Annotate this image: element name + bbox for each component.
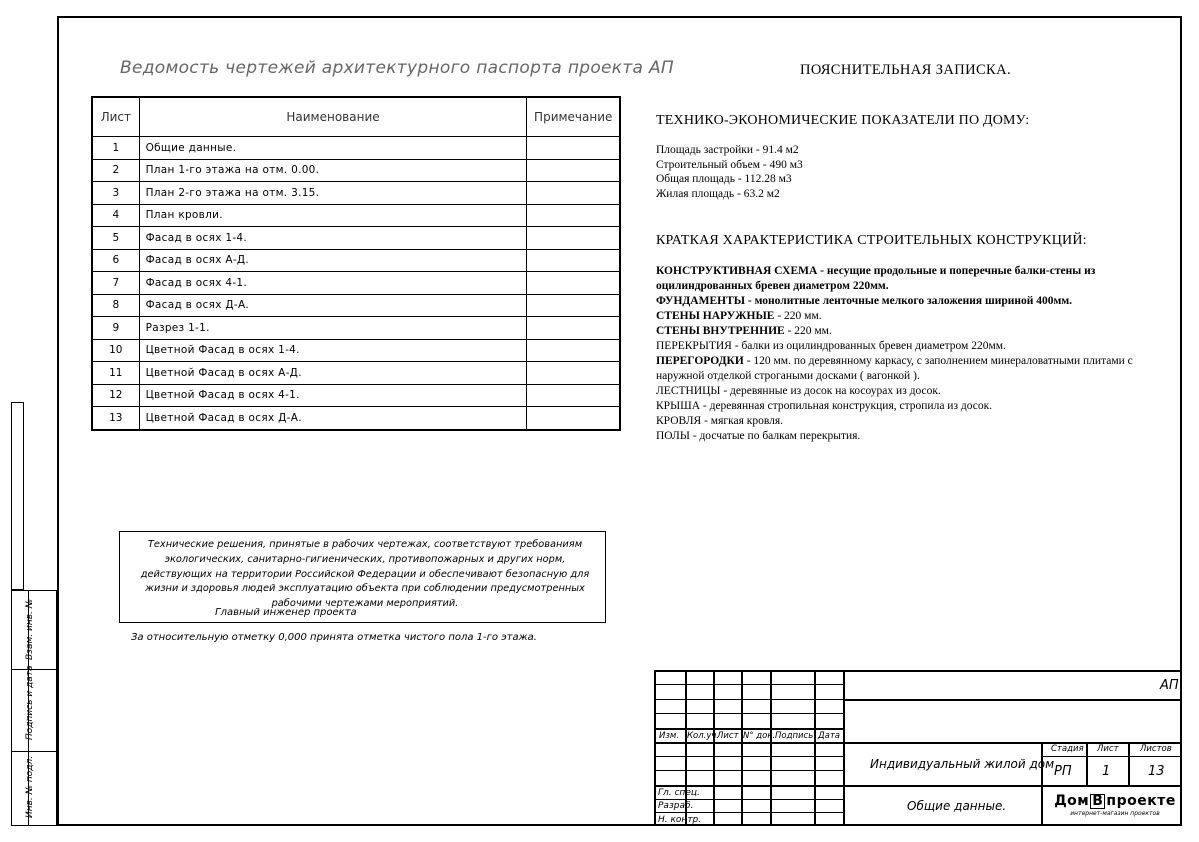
table-row [92,249,620,272]
spec-key: СТЕНЫ НАРУЖНЫЕ [656,310,775,322]
sheet-note [527,317,620,340]
sheet-name: Фасад в осях 1-4. [139,227,527,250]
spec-text: - деревянные из досок на косоурах из досок. [720,385,941,397]
logo-subtitle: интернет-магазин проектов [1070,810,1160,817]
sheet-number: 4 [92,204,139,227]
rev-header: Подпись [775,731,814,741]
side-label-inventory: Инв. № подл. [25,755,35,818]
sheet-note [527,294,620,317]
spec-list [656,264,1176,444]
spec-key: ПЕРЕКРЫТИЯ [656,340,732,352]
table-row [92,182,620,205]
spec-item [656,399,1176,414]
table-header-row [92,97,620,137]
sheet-number: 13 [92,407,139,430]
sheet-name: Фасад в осях А-Д. [139,249,527,272]
sheet-number: 12 [92,384,139,407]
sheet-note [527,249,620,272]
sheet-number: 7 [92,272,139,295]
sheet-name: Общие данные. [139,137,527,160]
sheet-name: Цветной Фасад в осях 1-4. [139,339,527,362]
spec-item [656,264,1176,294]
sheet-note [527,339,620,362]
sheets-value: 13 [1148,764,1165,779]
col-sheet-header: Лист [92,97,139,137]
sheet-number: 6 [92,249,139,272]
spec-text: - 220 мм. [784,325,832,337]
rev-header: Изм. [659,731,679,741]
sheet-note [527,204,620,227]
rev-header: Лист [717,731,739,741]
spec-key: КРЫША [656,400,701,412]
chief-engineer-label: Главный инженер проекта [215,607,357,618]
spec-item [656,324,1176,339]
logo-text: Дом [1054,793,1090,809]
table-row [92,159,620,182]
spec-item [656,429,1176,444]
rev-header: Кол.уч. [687,731,720,741]
spec-text: - 120 мм. по деревянному каркасу, с заполнением минераловатными плитами с наружной отделкой строгаными досками ( вагонкой ). [656,355,1133,382]
spec-item [656,309,1176,324]
table-row [92,294,620,317]
sheet-name: Разрез 1-1. [139,317,527,340]
sheet-number: 2 [92,159,139,182]
spec-item [656,294,1176,309]
table-row [92,317,620,340]
sheet-note [527,384,620,407]
sheet-number: 3 [92,182,139,205]
tep-heading: ТЕХНИКО-ЭКОНОМИЧЕСКИЕ ПОКАЗАТЕЛИ ПО ДОМУ: [656,113,1030,128]
doc-code: АП [1160,678,1179,693]
rev-header: Дата [818,731,841,741]
spec-item [656,384,1176,399]
spec-key: КРОВЛЯ [656,415,702,427]
sheet-number: 10 [92,339,139,362]
rev-header: N° док. [743,731,776,741]
sheet-name: Общие данные. [907,799,1007,813]
spec-key: КОНСТРУКТИВНАЯ СХЕМА [656,265,818,277]
tep-item: Площадь застройки - 91.4 м2 [656,144,799,156]
sheet-value: 1 [1102,764,1111,779]
tep-item: Строительный объем - 490 м3 [656,158,803,171]
spec-key: ФУНДАМЕНТЫ [656,295,746,307]
table-row [92,227,620,250]
spec-text: - монолитные ленточные мелкого заложения шириной 400мм. [745,295,1073,307]
sheet-note [527,227,620,250]
sheet-number: 11 [92,362,139,385]
sheet-number: 9 [92,317,139,340]
spec-text: - балки из оцилиндрованных бревен диаметром 220мм. [731,340,1006,352]
table-row [92,384,620,407]
sheet-name: Цветной Фасад в осях А-Д. [139,362,527,385]
stage-value: РП [1054,764,1072,779]
sheet-name: Цветной Фасад в осях Д-А. [139,407,527,430]
table-row [92,339,620,362]
role-chief-spec: Гл. спец. [658,788,700,798]
sheet-note [527,272,620,295]
table-row [92,272,620,295]
table-row [92,407,620,430]
spec-item [656,354,1176,384]
stage-label: Стадия [1051,744,1084,754]
role-norm-control: Н. контр. [658,815,702,825]
sheet-number: 1 [92,137,139,160]
compliance-text: Технические решения, принятые в рабочих чертежах, соответствуют требованиям экологических, санитарно-гигиенических, противопожарных и других норм, действующих на территории Российской Федерации и обеспечивают безопасную для жизни и здоровья людей эксплуатацию объекта при соблюдении предусмотренных рабочими чертежами мероприятий. [140,539,590,610]
sheet-note [527,159,620,182]
spec-text: - 220 мм. [774,310,822,322]
spec-key: СТЕНЫ ВНУТРЕННИЕ [656,325,785,337]
compliance-stamp [119,531,606,623]
table-row [92,362,620,385]
col-note-header: Примечание [527,97,620,137]
relative-mark-note: За относительную отметку 0,000 принята отметка чистого пола 1-го этажа. [131,632,537,643]
side-label-signature: Подпись и дата [25,665,35,740]
tep-item: Общая площадь - 112.28 м3 [656,173,792,185]
sheets-label: Листов [1140,744,1172,754]
drawings-list-title: Ведомость чертежей архитектурного паспорта проекта АП [120,58,674,78]
table-row [92,204,620,227]
sheet-name: План 1-го этажа на отм. 0.00. [139,159,527,182]
side-label-replace: Взам. инв. № [25,598,35,660]
tep-item: Жилая площадь - 63.2 м2 [656,187,780,200]
side-strip-top [11,402,24,590]
object-name: Индивидуальный жилой дом [870,757,1055,771]
company-logo [1052,793,1178,823]
spec-item [656,414,1176,429]
spec-heading: КРАТКАЯ ХАРАКТЕРИСТИКА СТРОИТЕЛЬНЫХ КОНСТРУКЦИЙ: [656,233,1087,248]
spec-text: - досчатые по балкам перекрытия. [689,430,861,442]
spec-text: - несущие продольные и поперечные балки-стены из оцилиндрованных бревен диаметром 220мм. [656,265,1096,292]
sheet-number: 5 [92,227,139,250]
sheet-name: Фасад в осях 4-1. [139,272,527,295]
sheet-name: План 2-го этажа на отм. 3.15. [139,182,527,205]
spec-text: - мягкая кровля. [701,415,784,427]
logo-box: В [1092,793,1104,809]
role-developer: Разраб. [658,801,694,811]
sheet-note [527,182,620,205]
sheet-name: План кровли. [139,204,527,227]
spec-key: ПЕРЕГОРОДКИ [656,355,744,367]
sheet-name: Цветной Фасад в осях 4-1. [139,384,527,407]
drawings-list-table [91,96,621,431]
spec-key: ЛЕСТНИЦЫ [656,385,721,397]
note-title: ПОЯСНИТЕЛЬНАЯ ЗАПИСКА. [800,62,1012,78]
sheet-note [527,137,620,160]
logo-text2: проекте [1106,793,1176,809]
sheet-name: Фасад в осях Д-А. [139,294,527,317]
spec-text: - деревянная стропильная конструкция, стропила из досок. [700,400,993,412]
table-row [92,137,620,160]
sheet-label: Лист [1097,744,1119,754]
sheet-number: 8 [92,294,139,317]
spec-item [656,339,1176,354]
sheet-note [527,362,620,385]
spec-key: ПОЛЫ [656,430,690,442]
sheet-note [527,407,620,430]
tep-list [656,143,803,201]
col-name-header: Наименование [139,97,527,137]
